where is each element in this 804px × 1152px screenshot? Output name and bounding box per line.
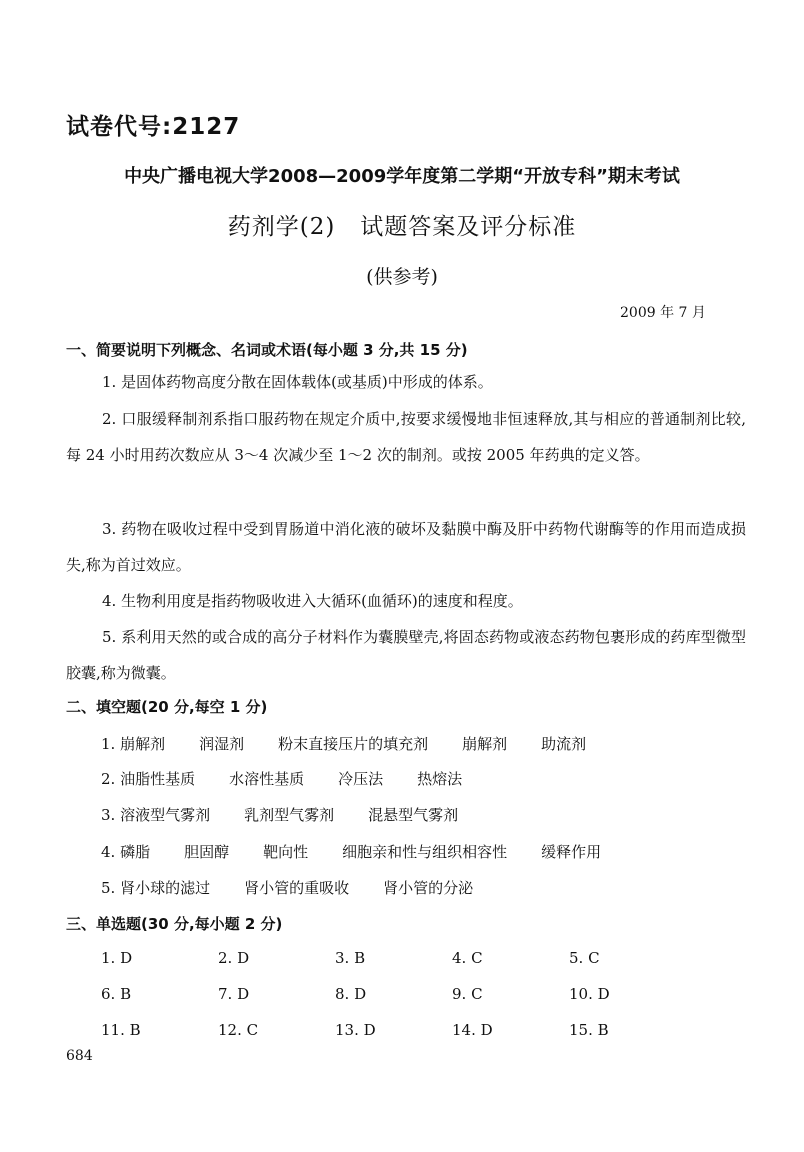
- fill-row-4: 4. 磷脂 胆固醇 靶向性 细胞亲和性与组织相容性 缓释作用: [101, 843, 602, 861]
- page-number: 684: [66, 1048, 93, 1064]
- choice-row-2: 6. B 7. D 8. D 9. C 10. D: [101, 985, 610, 1003]
- section-3-heading: 三、单选题(30 分,每小题 2 分): [66, 915, 283, 933]
- section-2-heading: 二、填空题(20 分,每空 1 分): [66, 698, 268, 716]
- answer-1-5: 5. 系利用天然的或合成的高分子材料作为囊膜壁壳,将固态药物或液态药物包裹形成的药库型微型胶囊,称为微囊。: [66, 628, 746, 682]
- page-title: 药剂学(2) 试题答案及评分标准: [227, 214, 577, 240]
- exam-date: 2009 年 7 月: [620, 305, 706, 321]
- choice-row-1: 1. D 2. D 3. B 4. C 5. C: [101, 949, 600, 967]
- exam-name: 中央广播电视大学2008—2009学年度第二学期“开放专科”期末考试: [124, 166, 680, 187]
- page-subtitle: (供参考): [366, 266, 438, 288]
- answer-1-4: 4. 生物利用度是指药物吸收进入大循环(血循环)的速度和程度。: [102, 592, 523, 610]
- choice-row-3: 11. B 12. C 13. D 14. D 15. B: [101, 1021, 609, 1039]
- fill-row-3: 3. 溶液型气雾剂 乳剂型气雾剂 混悬型气雾剂: [101, 806, 459, 824]
- answer-1-3: 3. 药物在吸收过程中受到胃肠道中消化液的破坏及黏膜中酶及肝中药物代谢酶等的作用而造成损失,称为首过效应。: [66, 520, 746, 574]
- fill-row-5: 5. 肾小球的滤过 肾小管的重吸收 肾小管的分泌: [101, 879, 474, 897]
- exam-code: 试卷代号:2127: [66, 114, 241, 140]
- fill-row-1: 1. 崩解剂 润湿剂 粉末直接压片的填充剂 崩解剂 助流剂: [101, 735, 587, 753]
- section-1-heading: 一、简要说明下列概念、名词或术语(每小题 3 分,共 15 分): [66, 341, 468, 359]
- fill-row-2: 2. 油脂性基质 水溶性基质 冷压法 热熔法: [101, 770, 463, 788]
- answer-1-1: 1. 是固体药物高度分散在固体载体(或基质)中形成的体系。: [102, 373, 493, 391]
- answer-1-2: 2. 口服缓释制剂系指口服药物在规定介质中,按要求缓慢地非恒速释放,其与相应的普通制剂比较,每 24 小时用药次数应从 3～4 次减少至 1～2 次的制剂。或按 2005 年药典的定义答。: [66, 410, 746, 464]
